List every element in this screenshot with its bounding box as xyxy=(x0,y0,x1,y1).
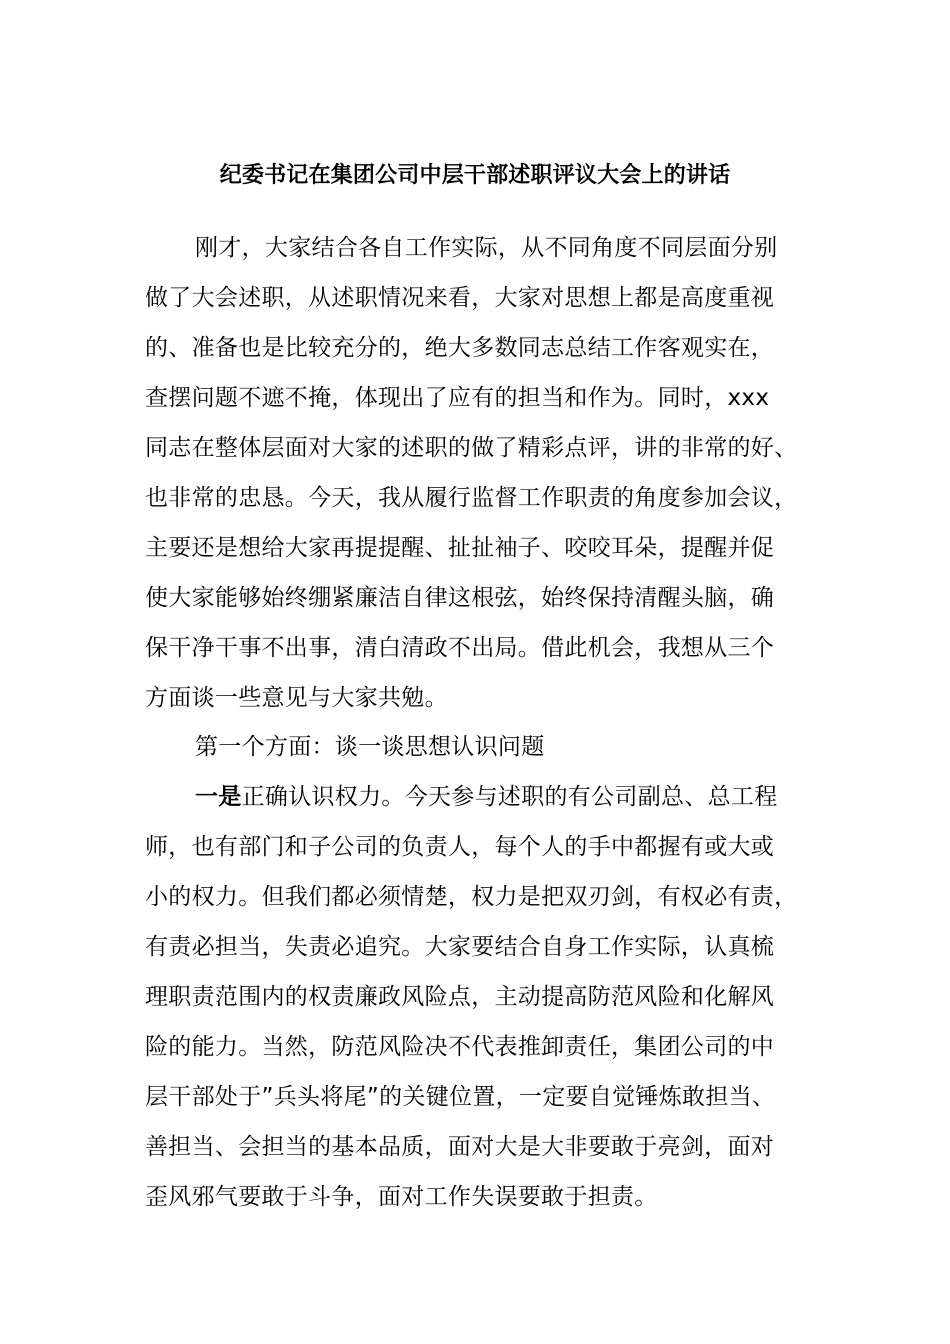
paragraph-line: 的、准备也是比较充分的，绝大多数同志总结工作客观实在， xyxy=(145,335,775,361)
paragraph-line: 使大家能够始终绷紧廉洁自律这根弦，始终保持清醒头脑，确 xyxy=(145,585,775,611)
paragraph-line: 同志在整体层面对大家的述职的做了精彩点评，讲的非常的好、 xyxy=(145,435,798,461)
paragraph-line: 有责必担当，失责必追究。大家要结合自身工作实际，认真梳 xyxy=(145,934,775,960)
paragraph-line: 善担当、会担当的基本品质，面对大是大非要敢于亮剑，面对 xyxy=(145,1134,775,1160)
paragraph-line: 险的能力。当然，防范风险决不代表推卸责任，集团公司的中 xyxy=(145,1034,775,1060)
paragraph-line: 主要还是想给大家再提提醒、扯扯袖子、咬咬耳朵，提醒并促 xyxy=(145,535,775,561)
document-title: 纪委书记在集团公司中层干部述职评议大会上的讲话 xyxy=(219,163,731,188)
paragraph-line: 刚才，大家结合各自工作实际，从不同角度不同层面分别 xyxy=(195,235,778,261)
paragraph-line: 层干部处于”兵头将尾”的关键位置，一定要自觉锤炼敢担当、 xyxy=(145,1084,776,1110)
paragraph-line: 方面谈一些意见与大家共勉。 xyxy=(145,685,448,711)
paragraph-line: 理职责范围内的权责廉政风险点，主动提高防范风险和化解风 xyxy=(145,984,775,1010)
paragraph-line: 小的权力。但我们都必须情楚，权力是把双刃剑，有权必有责， xyxy=(145,884,798,910)
paragraph-line: 也非常的忠恳。今天，我从履行监督工作职责的角度参加会议， xyxy=(145,485,798,511)
paragraph-line: 保干净干事不出事，清白清政不出局。借此机会，我想从三个 xyxy=(145,635,775,661)
point-one-label: 一是 xyxy=(195,784,242,810)
point-one-first-line xyxy=(195,780,778,814)
paragraph-line: 歪风邪气要敢于斗争，面对工作失误要敢于担责。 xyxy=(145,1184,658,1210)
paragraph-line: 做了大会述职，从述职情况来看，大家对思想上都是高度重视 xyxy=(145,285,775,311)
paragraph-line: 查摆问题不遮不掩，体现出了应有的担当和作为。同时，xxx xyxy=(145,385,770,411)
point-one-text: 正确认识权力。今天参与述职的有公司副总、总工程 xyxy=(241,784,778,810)
paragraph-line: 师，也有部门和子公司的负责人，每个人的手中都握有或大或 xyxy=(145,834,775,860)
section-heading: 第一个方面：谈一谈思想认识问题 xyxy=(195,734,545,760)
